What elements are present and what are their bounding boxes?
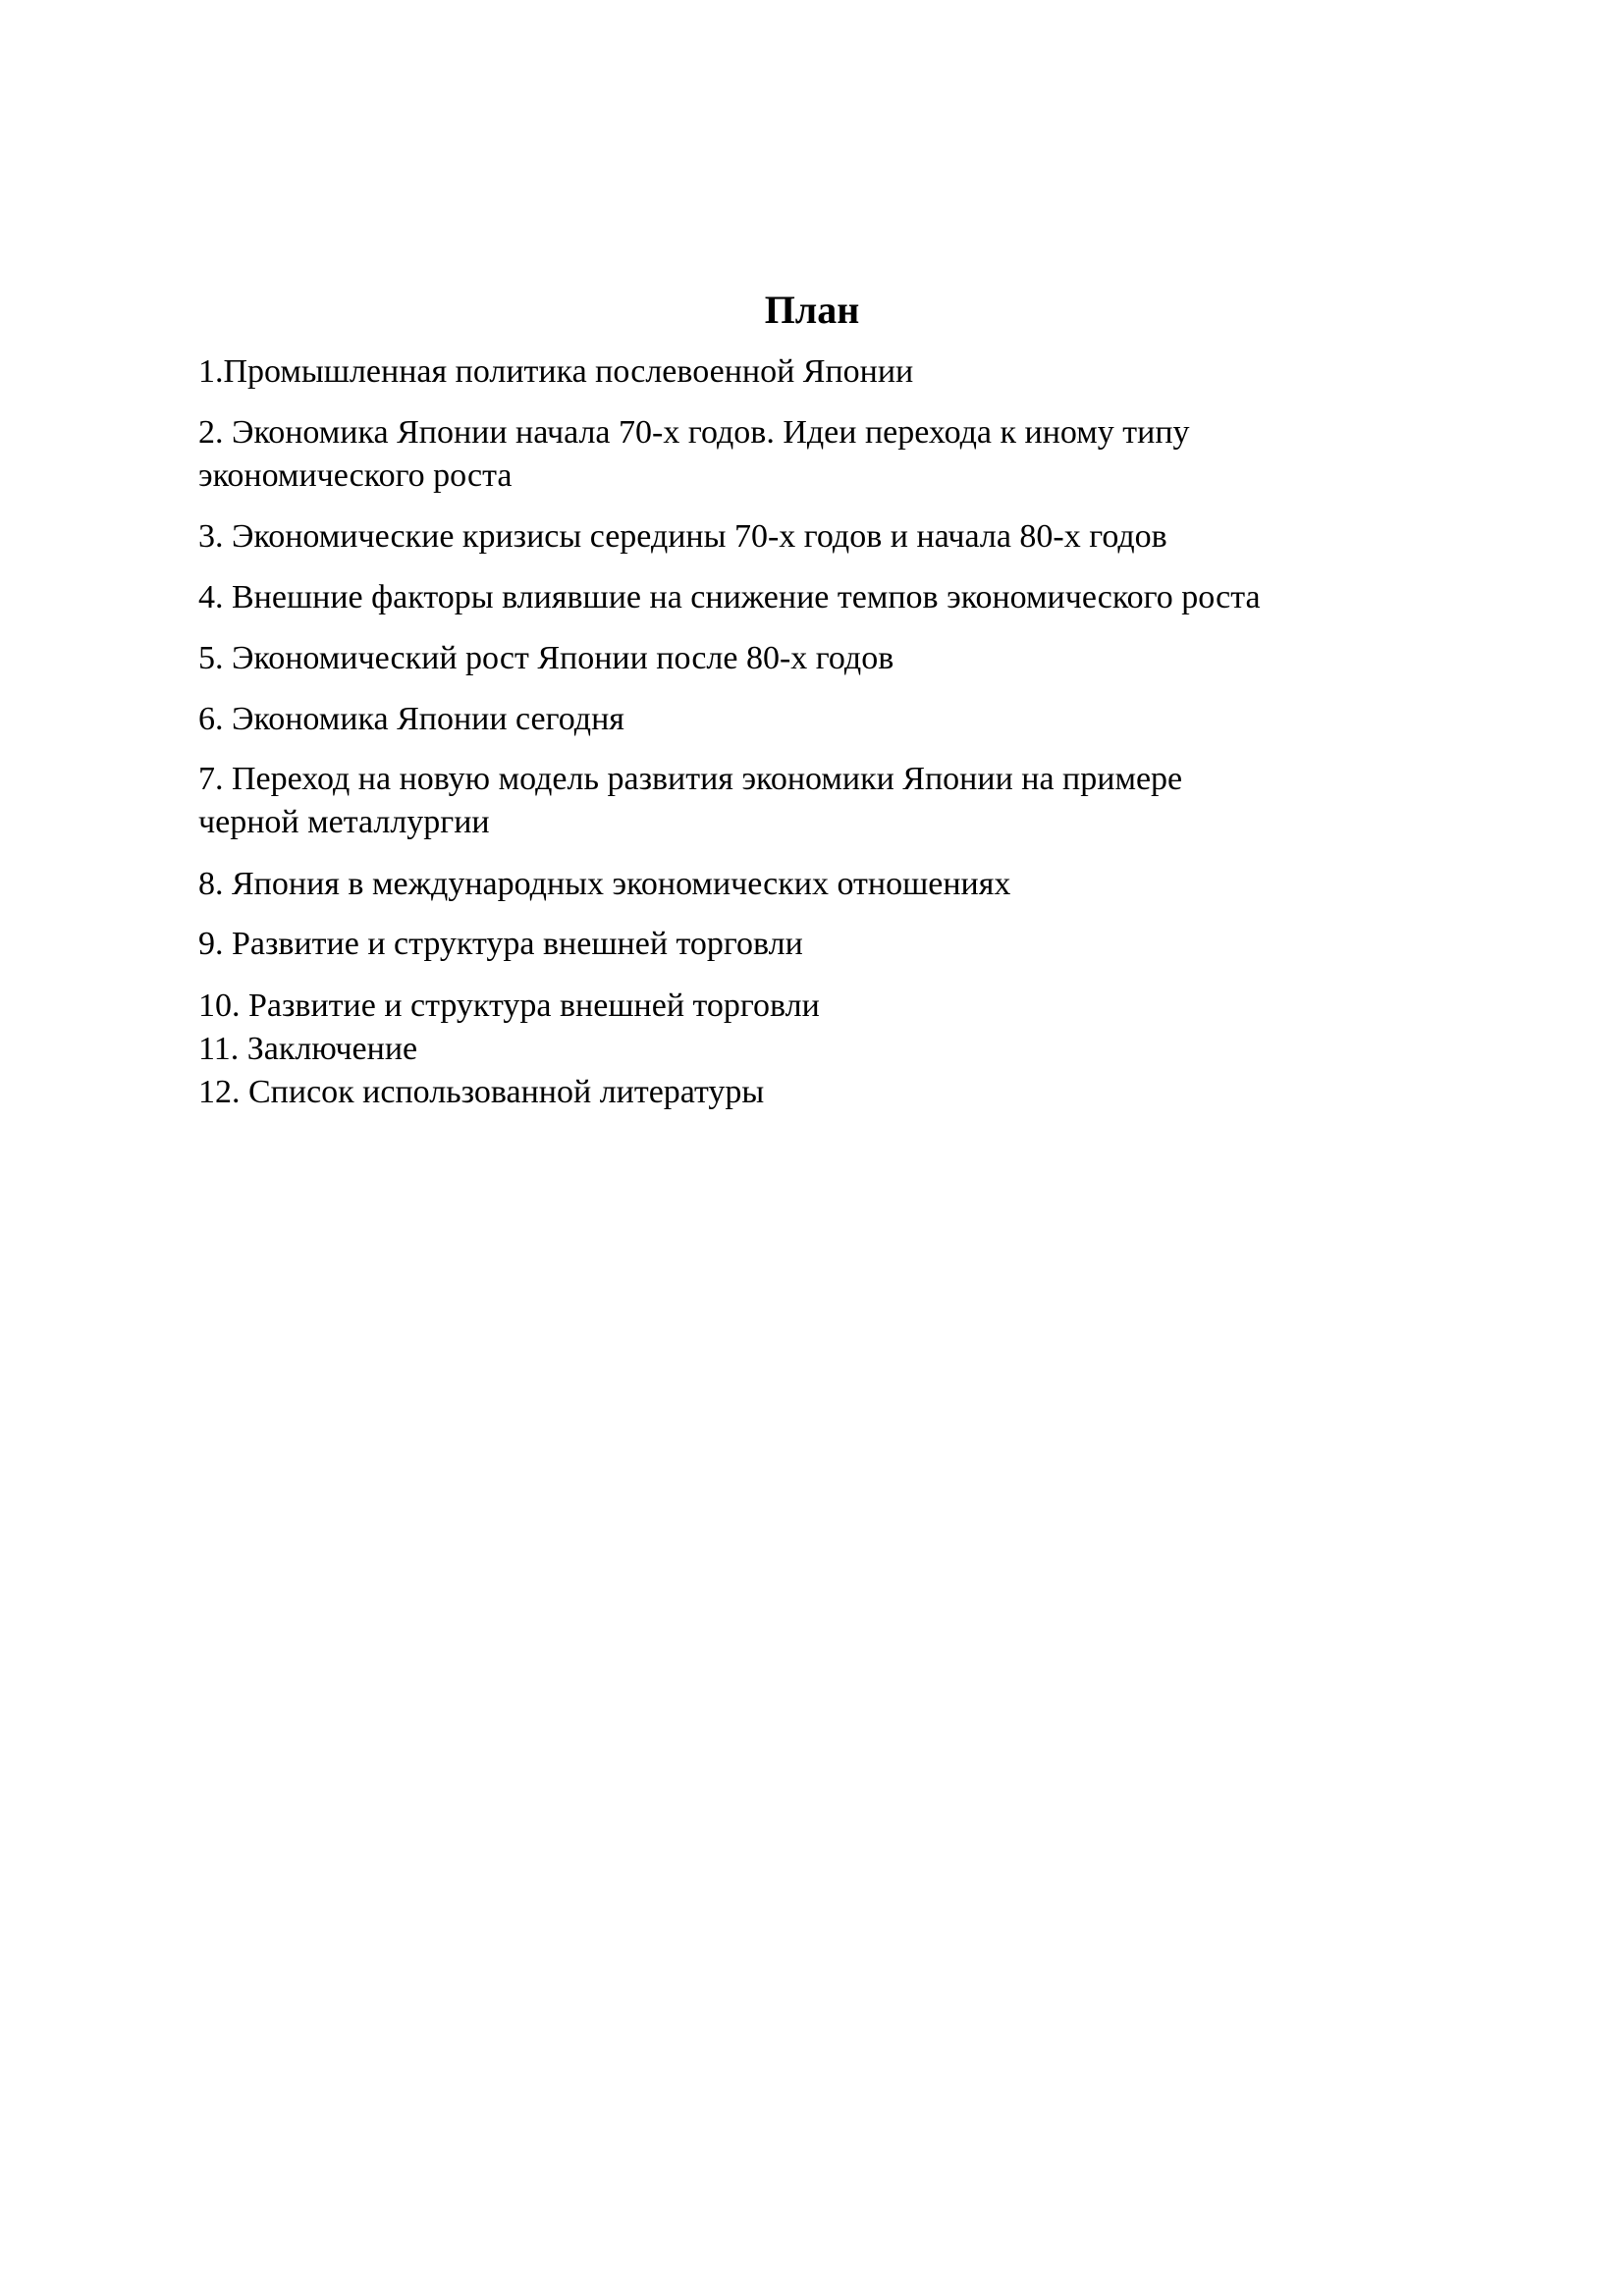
toc-item-8 (198, 863, 1475, 906)
toc-item-line: 8. Япония в международных экономических отношениях (198, 866, 1011, 902)
toc-item-2 (198, 411, 1475, 498)
page-title: План (764, 288, 860, 332)
toc-item-line: 3. Экономические кризисы середины 70-х годов и начала 80-х годов (198, 518, 1167, 555)
toc-item-4 (198, 576, 1475, 619)
toc-item-9 (198, 923, 1475, 966)
toc-item-10 (198, 985, 1475, 1028)
toc-item-line: 12. Список использованной литературы (198, 1074, 765, 1110)
toc-item-line: 11. Заключение (198, 1031, 418, 1067)
toc-item-11 (198, 1028, 1475, 1071)
toc-item-5 (198, 637, 1475, 680)
toc-item-line: 1.Промышленная политика послевоенной Японии (198, 353, 914, 390)
toc-item-line: 7. Переход на новую модель развития экономики Японии на примере (198, 761, 1183, 797)
toc-item-12 (198, 1071, 1475, 1114)
toc-item-line: экономического роста (198, 457, 513, 494)
toc-item-line: 10. Развитие и структура внешней торговли (198, 988, 820, 1024)
toc-item-line: 2. Экономика Японии начала 70-х годов. Идеи перехода к иному типу (198, 414, 1190, 451)
toc-item-line: 4. Внешние факторы влиявшие на снижение темпов экономического роста (198, 579, 1261, 615)
toc-item-3 (198, 515, 1475, 559)
toc-item-line: 6. Экономика Японии сегодня (198, 701, 624, 737)
toc-item-7 (198, 758, 1475, 844)
toc-item-line: 9. Развитие и структура внешней торговли (198, 926, 803, 962)
toc-item-line: черной металлургии (198, 804, 490, 840)
toc-item-1 (198, 350, 1475, 394)
toc-item-line: 5. Экономический рост Японии после 80-х годов (198, 640, 894, 676)
toc-item-6 (198, 698, 1475, 741)
